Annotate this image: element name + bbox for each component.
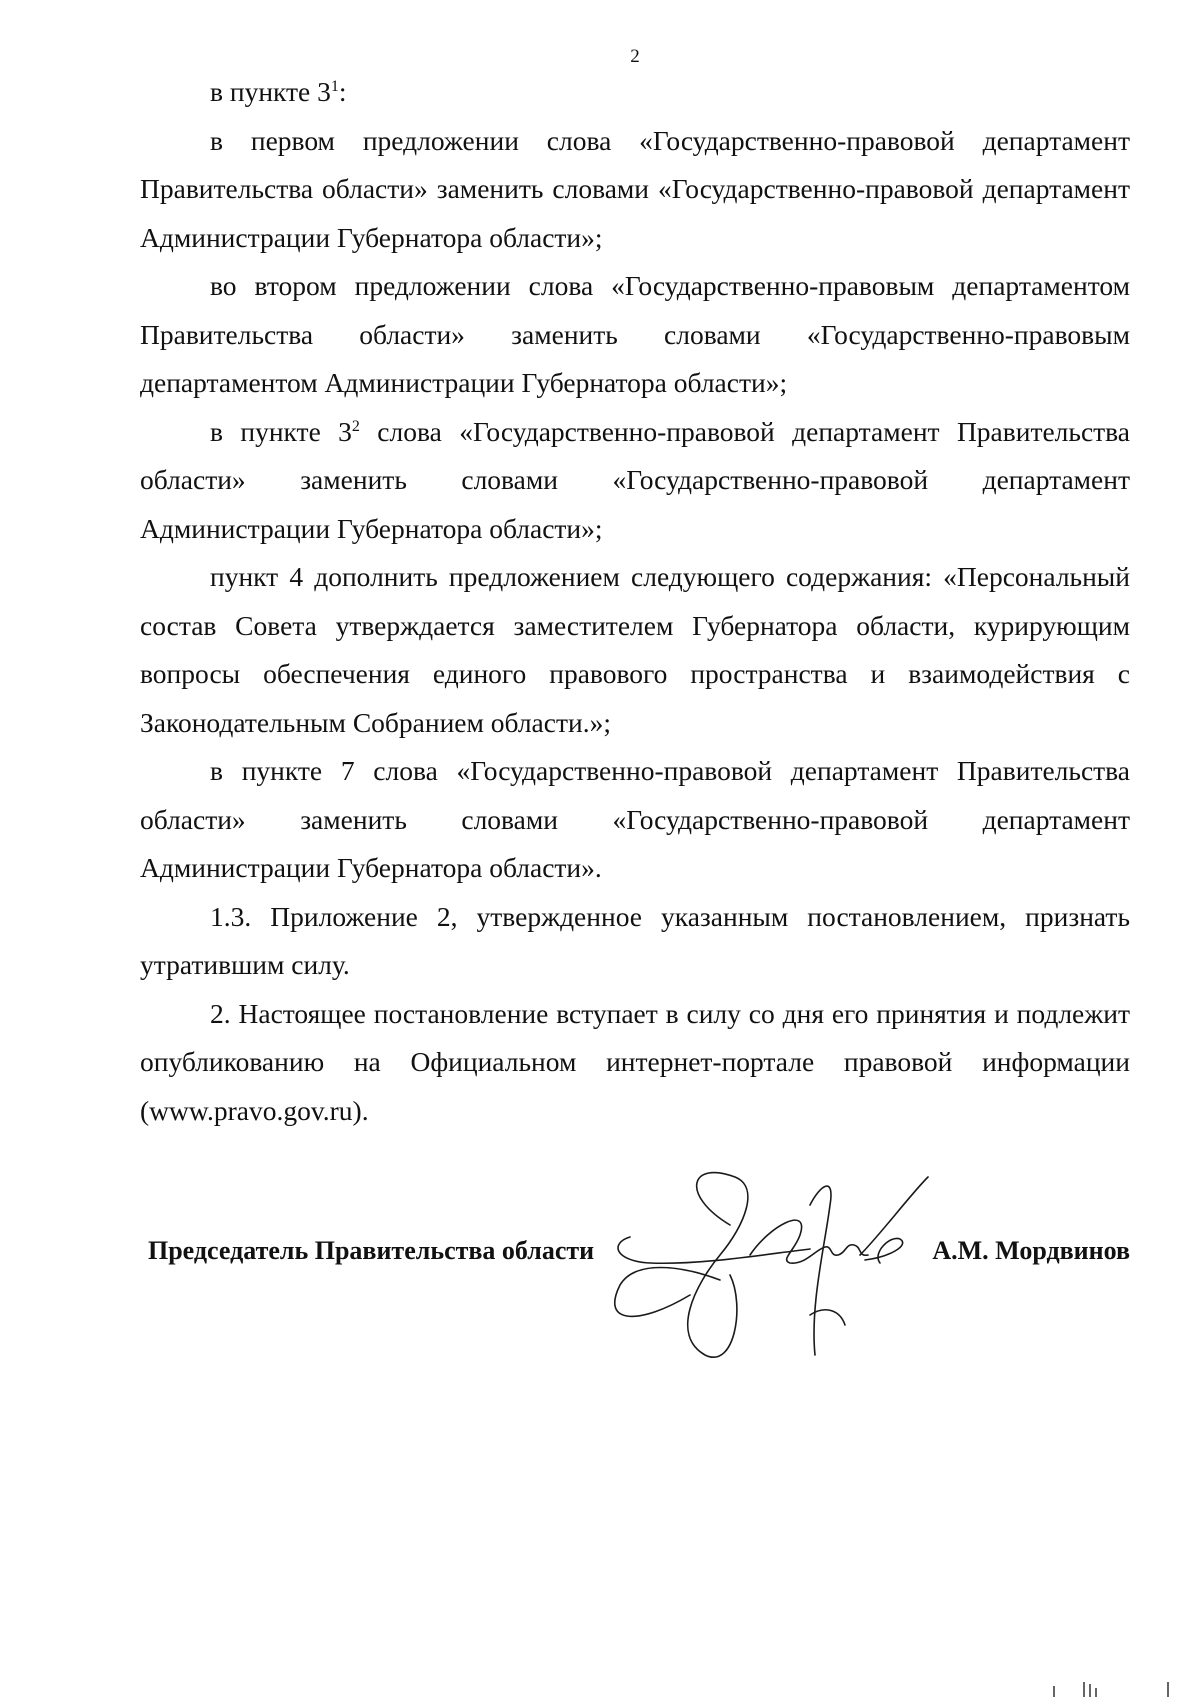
signer-position: Председатель Правительства области bbox=[148, 1236, 595, 1265]
paragraph-2: 2. Настоящее постановление вступает в силу со дня его принятия и подлежит опубликованию на Официальном интернет-портале правовой информации (www.pravo.gov.ru). bbox=[140, 997, 1130, 1126]
superscript: 1 bbox=[330, 77, 339, 95]
signer-name: А.М. Мордвинов bbox=[932, 1236, 1130, 1265]
paragraph-first-sentence: в первом предложении слова «Государственно-правовой департамент Правительства области» заменить словами «Государственно-правовой департамент Администрации Губернатора области»; bbox=[140, 124, 1130, 253]
document-body bbox=[140, 68, 1130, 1135]
paragraph-text: в пункте 3 bbox=[210, 76, 331, 107]
paragraph-text: в пункте 3 bbox=[210, 415, 352, 447]
paragraph-second-sentence: во втором предложении слова «Государственно-правовым департаментом Правительства области» заменить словами «Государственно-правовым департаментом Администрации Губернатора области»; bbox=[140, 270, 1130, 398]
paragraph-text-rest: слова «Государственно-правовой департамент Правительства области» заменить словами «Государственно-правовой департамент Администрации Губернатора области»; bbox=[140, 415, 1130, 544]
paragraph-item-3-2 bbox=[140, 408, 1130, 554]
paragraph-1-3: 1.3. Приложение 2, утвержденное указанным постановлением, признать утратившим силу. bbox=[140, 900, 1130, 980]
superscript: 2 bbox=[351, 417, 360, 435]
paragraph-item-7: в пункте 7 слова «Государственно-правовой департамент Правительства области» заменить словами «Государственно-правовой департамент Администрации Губернатора области». bbox=[140, 755, 1130, 883]
paragraph-item-4: пункт 4 дополнить предложением следующего содержания: «Персональный состав Совета утверждается заместителем Губернатора области, курирующим вопросы обеспечения единого правового пространства и взаимодействия с Законодательным Собранием области.»; bbox=[140, 561, 1130, 738]
page-number: 2 bbox=[630, 46, 640, 67]
scan-marks bbox=[1050, 1680, 1180, 1697]
paragraph-item-3-1 bbox=[140, 68, 1130, 117]
paragraph-tail: : bbox=[338, 76, 347, 107]
signature-block bbox=[148, 1236, 1130, 1276]
